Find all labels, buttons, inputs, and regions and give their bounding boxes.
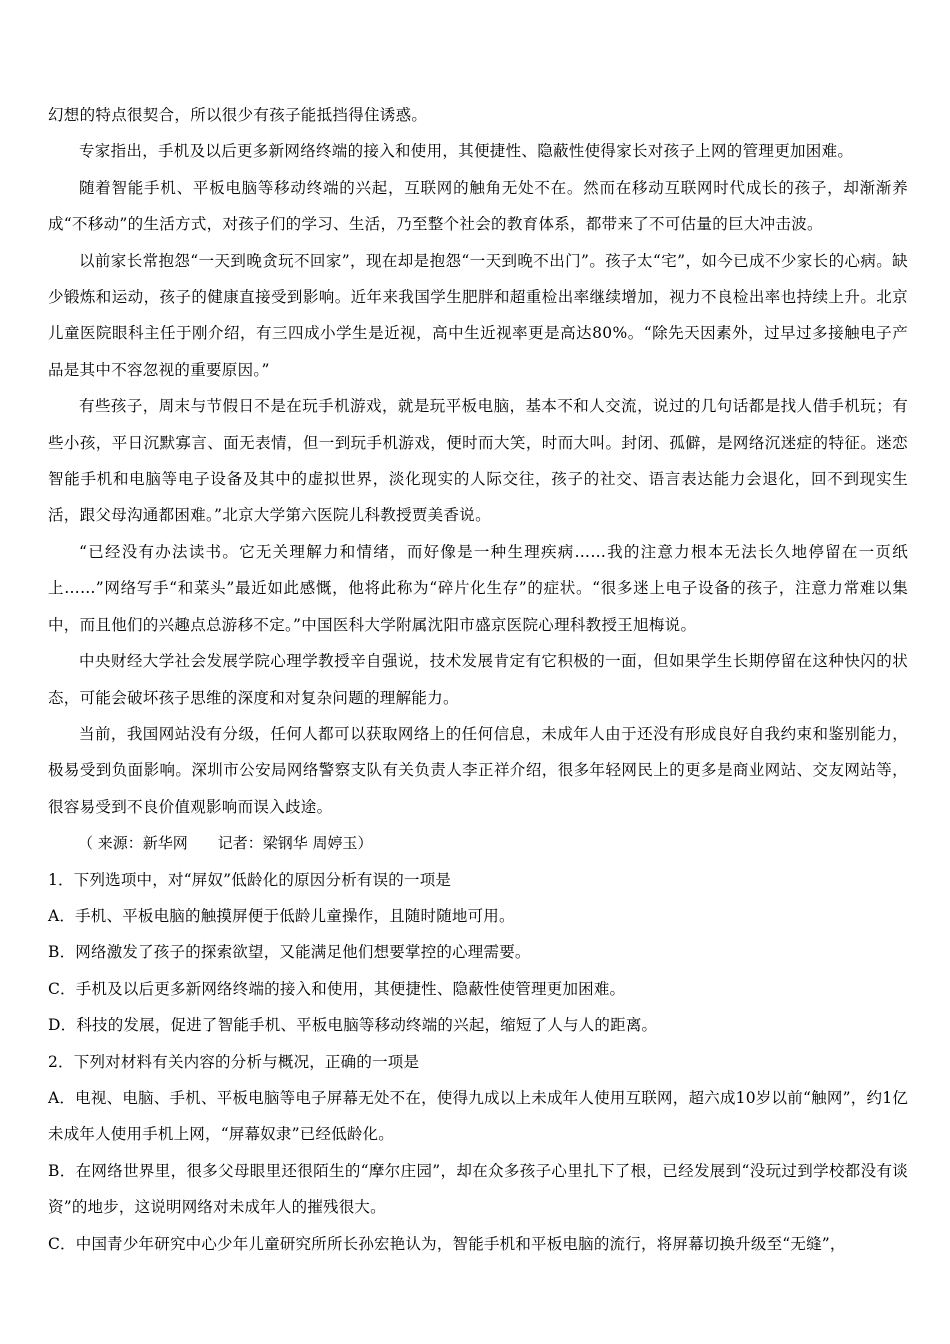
article-paragraph-4: 以前家长常抱怨“一天到晚贪玩不回家”，现在却是抱怨“一天到晚不出门”。孩子太“宅”，如今已成不少家长的心病。缺少锻炼和运动，孩子的健康直接受到影响。近年来我国学生肥胖和超重检出率继续增加，视力不良检出率也持续上升。北京儿童医院眼科主任于刚介绍，有三四成小学生是近视，高中生近视率更是高达80%。“除先天因素外，过早过多接触电子产品是其中不容忽视的重要原因。” xyxy=(48,251,908,379)
option-b: B．网络激发了孩子的探索欲望，又能满足他们想要掌控的心理需要。 xyxy=(48,943,531,962)
option-a: A．电视、电脑、手机、平板电脑等电子屏幕无处不在，使得九成以上未成年人使用互联网，超六成10岁以前“触网”，约1亿未成年人使用手机上网，“屏幕奴隶”已经低龄化。 xyxy=(48,1088,908,1144)
option-b: B．在网络世界里，很多父母眼里还很陌生的“摩尔庄园”，却在众多孩子心里扎下了根，已经发展到“没玩过到学校都没有谈资”的地步，这说明网络对未成年人的摧残很大。 xyxy=(48,1161,908,1217)
article-paragraph-5: 有些孩子，周末与节假日不是在玩手机游戏，就是玩平板电脑，基本不和人交流，说过的几句话都是找人借手机玩；有些小孩，平日沉默寡言、面无表情，但一到玩手机游戏，便时而大笑，时而大叫。封闭、孤僻，是网络沉迷症的特征。迷恋智能手机和电脑等电子设备及其中的虚拟世界，淡化现实的人际交往，孩子的社交、语言表达能力会退化，回不到现实生活，跟父母沟通都困难。”北京大学第六医院儿科教授贾美香说。 xyxy=(48,397,908,525)
document-page xyxy=(48,97,908,1262)
question-stem: 1．下列选项中，对“屏奴”低龄化的原因分析有误的一项是 xyxy=(48,870,452,889)
article-source: （ 来源：新华网 记者：梁钢华 周婷玉） xyxy=(78,834,373,853)
article-paragraph-2: 专家指出，手机及以后更多新网络终端的接入和使用，其便捷性、隐蔽性使得家长对孩子上网的管理更加困难。 xyxy=(79,142,854,161)
article-paragraph-8: 当前，我国网站没有分级，任何人都可以获取网络上的任何信息，未成年人由于还没有形成良好自我约束和鉴别能力，极易受到负面影响。深圳市公安局网络警察支队有关负责人李正祥介绍，很多年轻网民上的更多是商业网站、交友网站等，很容易受到不良价值观影响而误入歧途。 xyxy=(48,724,908,816)
option-d: D．科技的发展，促进了智能手机、平板电脑等移动终端的兴起，缩短了人与人的距离。 xyxy=(48,1016,658,1035)
option-a: A．手机、平板电脑的触摸屏便于低龄儿童操作，且随时随地可用。 xyxy=(48,906,515,925)
option-c: C．中国青少年研究中心少年儿童研究所所长孙宏艳认为，智能手机和平板电脑的流行，将屏幕切换升级至“无缝”， xyxy=(48,1234,846,1253)
question-2 xyxy=(48,1044,908,1262)
article-paragraph-6: “已经没有办法读书。它无关理解力和情绪，而好像是一种生理疾病……我的注意力根本无法长久地停留在一页纸上……”网络写手“和菜头”最近如此感慨，他将此称为“碎片化生存”的症状。“很多迷上电子设备的孩子，注意力常难以集中，而且他们的兴趣点总游移不定。”中国医科大学附属沈阳市盛京医院心理科教授王旭梅说。 xyxy=(48,542,908,634)
question-1 xyxy=(48,862,908,1044)
article-paragraph-1: 幻想的特点很契合，所以很少有孩子能抵挡得住诱惑。 xyxy=(48,106,428,124)
option-c: C．手机及以后更多新网络终端的接入和使用，其便捷性、隐蔽性使管理更加困难。 xyxy=(48,979,626,998)
article-paragraph-3: 随着智能手机、平板电脑等移动终端的兴起，互联网的触角无处不在。然而在移动互联网时代成长的孩子，却渐渐养成“不移动”的生活方式，对孩子们的学习、生活，乃至整个社会的教育体系，都带来了不可估量的巨大冲击波。 xyxy=(48,178,908,234)
article-paragraph-7: 中央财经大学社会发展学院心理学教授辛自强说，技术发展肯定有它积极的一面，但如果学生长期停留在这种快闪的状态，可能会破坏孩子思维的深度和对复杂问题的理解能力。 xyxy=(48,652,908,707)
question-stem: 2．下列对材料有关内容的分析与概况，正确的一项是 xyxy=(48,1052,420,1071)
